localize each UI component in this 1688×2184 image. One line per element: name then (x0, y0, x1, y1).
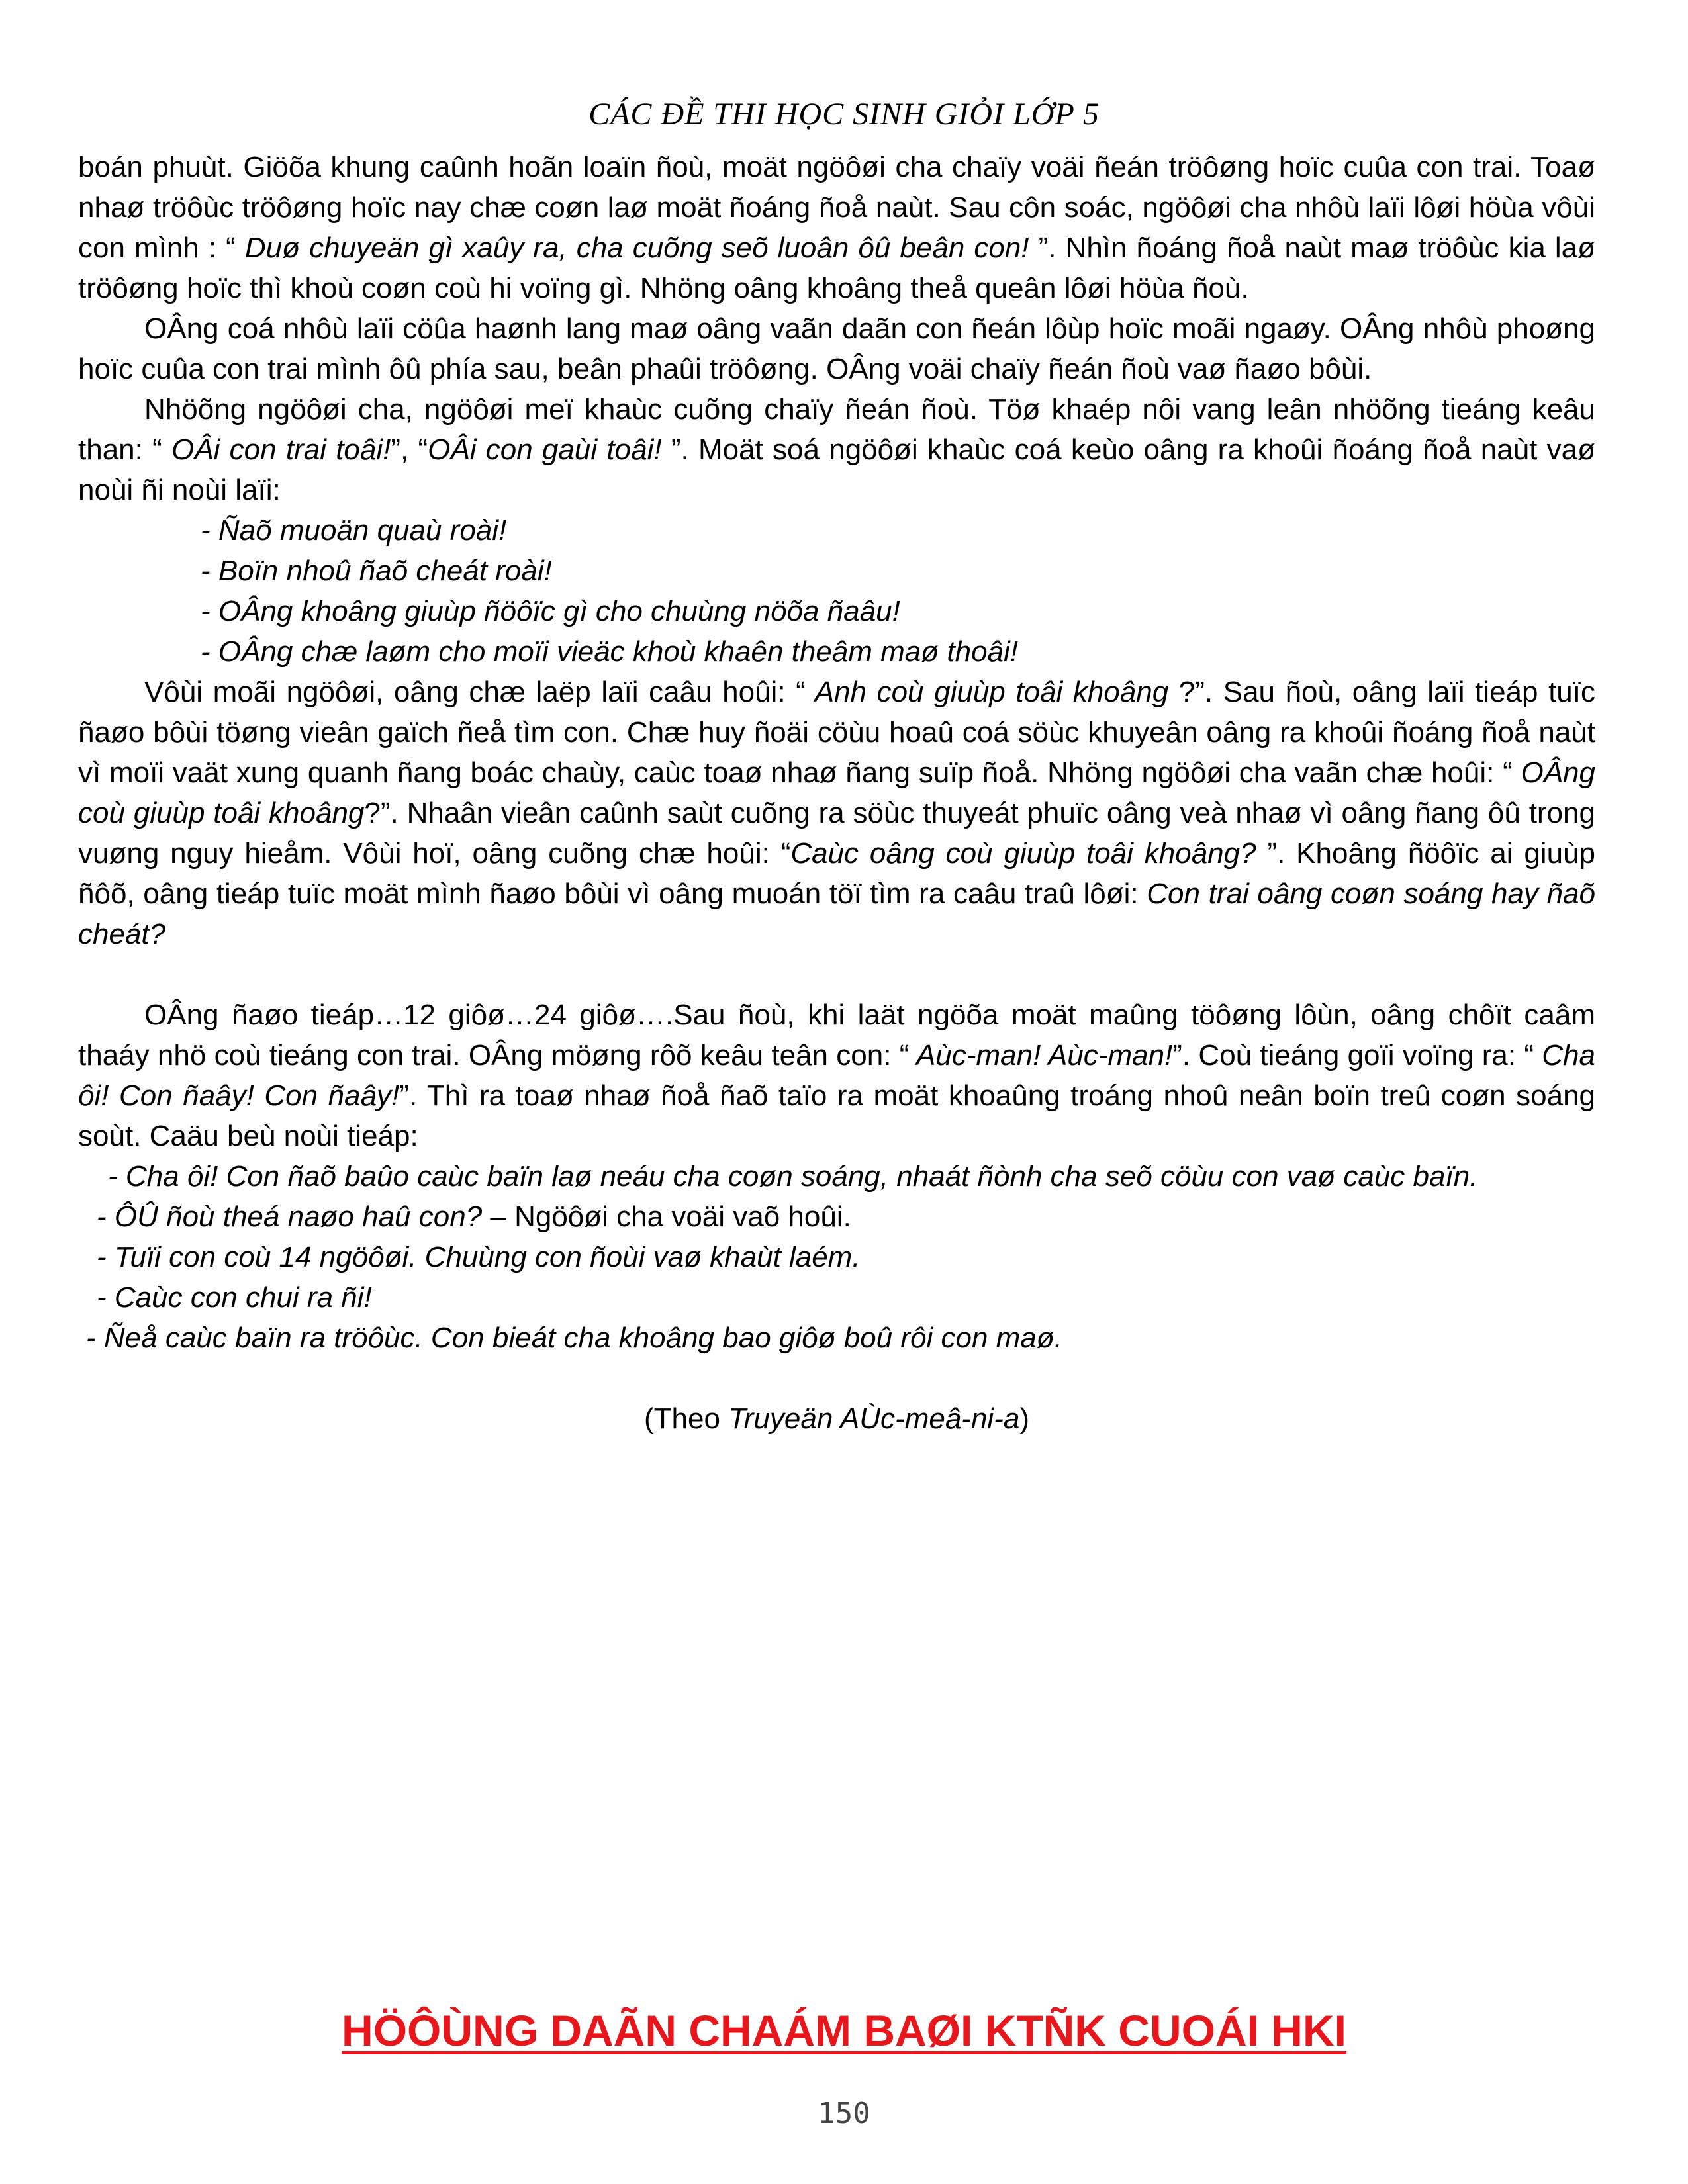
dialogue-line (78, 631, 1595, 672)
p3-text: Nhöõng ngöôøi cha, ngöôøi meï khaùc cuõng chaïy ñeán ñoù. Töø khaép nôi vang leân nhöõng tieáng keâu than: “ (78, 393, 1595, 466)
section-heading: HÖÔÙNG DAÃN CHAÁM BAØI KTÑK CUOÁI HKI (342, 2006, 1346, 2055)
p4-text-4: ”. Khoâng ñöôïc ai giuùp ñôõ, oâng tieáp tuïc moät mình ñaøo bôùi vì oâng muoán töï tìm ra caâu traû lôøi: (78, 837, 1595, 910)
paragraph-1 (78, 147, 1595, 308)
dialogue-line (78, 551, 1595, 591)
p5-text-3: ”. Thì ra toaø nhaø ñoå ñaõ taïo ra moät khoaûng troáng nhoû neân boïn treû coøn soáng soùt. Caäu beù noùi tieáp: (78, 1079, 1596, 1152)
p3-quote-son: OÂi con trai toâi! (162, 433, 391, 466)
dialogue-line (78, 591, 1595, 631)
dialogue-text: - Tuïi con coù 14 ngöôøi. Chuùng con ñoùi vaø khaùt laém. (97, 1241, 861, 1273)
dialogue-text: - Cha ôi! Con ñaõ baûo caùc baïn laø neáu cha coøn soáng, nhaát ñònh cha seõ cöùu con vaø caùc baïn. (108, 1160, 1478, 1193)
p1-text-end: ”. Nhìn ñoáng ñoå naùt maø tröôùc kia laø tröôøng hoïc thì khoù coøn coù hi voïng gì. Nhöng oâng khoâng theå queân lôøi höùa ñoù. (78, 232, 1596, 304)
p5-text: OÂng ñaøo tieáp…12 giôø…24 giôø….Sau ñoù, khi laät ngöõa moät maûng töôøng lôùn, oâng chôït caâm thaáy nhö coù tieáng con trai. OÂng möøng rôõ keâu teân con: “ (78, 999, 1595, 1071)
dialogue-line (78, 1197, 1595, 1237)
p1-text: boán phuùt. Giöõa khung caûnh hoãn loaïn ñoù, moät ngöôøi cha chaïy voäi ñeán tröôøng hoïc cuûa con trai. Toaø nhaø tröôùc tröôøng hoïc nay chæ coøn laø moät ñoáng ñoå naùt. Sau côn soác, ngöôøi cha nhôù laïi lôøi höùa vôùi con mình : “ (78, 151, 1595, 264)
page-number: 150 (818, 2097, 870, 2130)
p5-quote-name: Aùc-man! Aùc-man! (909, 1039, 1173, 1071)
p4-question: Con trai oâng coøn soáng hay ñaõ cheát? (78, 878, 1595, 950)
paragraph-5 (78, 995, 1595, 1156)
p4-quote-3: Caùc oâng coù giuùp toâi khoâng? (790, 837, 1268, 870)
p4-quote-1: Anh coù giuùp toâi khoâng (805, 676, 1179, 708)
p5-text-2: ”. Coù tieáng goïi voïng ra: “ (1172, 1039, 1534, 1071)
blank-line (78, 954, 1595, 995)
source-title: Truyeän AÙc-meâ-ni-a (728, 1402, 1020, 1435)
p5-quote-reply: Cha ôi! Con ñaây! Con ñaây! (78, 1039, 1595, 1112)
dialogue-text: - Ñaõ muoän quaù roài! (201, 514, 507, 547)
p4-text-2: ?”. Sau ñoù, oâng laïi tieáp tuïc ñaøo bôùi töøng vieân gaïch ñeå tìm con. Chæ huy ñoäi cöùu hoaû coá söùc khuyeân oâng ra khoûi ñoáng ñoå naùt vì moïi vaät xung quanh ñang boác chaùy, caùc toaø nhaø ñang suïp ñoå. Nhöng ngöôøi cha vaãn chæ hoûi: “ (78, 676, 1595, 789)
paragraph-2: OÂng coá nhôù laïi cöûa haønh lang maø oâng vaãn daãn con ñeán lôùp hoïc moãi ngaøy. OÂng nhôù phoøng hoïc cuûa con trai mình ôû phía sau, beân phaûi tröôøng. OÂng voäi chaïy ñeán ñoù vaø ñaøo bôùi. (78, 312, 1595, 385)
p3-quote-daughter: OÂi con gaùi toâi! (428, 433, 671, 466)
dialogue-text: - Boïn nhoû ñaõ cheát roài! (201, 555, 552, 587)
dialogue-line (78, 1277, 1595, 1318)
dialogue-line (78, 510, 1595, 551)
dialogue-text: - OÂng khoâng giuùp ñöôïc gì cho chuùng nöõa ñaâu! (201, 595, 900, 627)
dialogue-text: - Ñeå caùc baïn ra tröôùc. Con bieát cha khoâng bao giôø boû rôi con maø. (86, 1322, 1062, 1354)
dialogue-text: - Caùc con chui ra ñi! (97, 1281, 372, 1314)
source-suffix: ) (1019, 1402, 1029, 1435)
p4-text-3: ?”. Nhaân vieân caûnh saùt cuõng ra söùc thuyeát phuïc oâng veà nhaø vì oâng ñang ôû trong vuøng nguy hieåm. Vôùi hoï, oâng cuõng chæ hoûi: “ (78, 797, 1595, 870)
dialogue-line (78, 1318, 1595, 1358)
source-citation (78, 1398, 1595, 1439)
p1-quote: Duø chuyeän gì xaûy ra, cha cuõng seõ luoân ôû beân con! (235, 232, 1039, 264)
p4-text: Vôùi moãi ngöôøi, oâng chæ laëp laïi caâu hoûi: “ (144, 676, 806, 708)
story-text (78, 147, 1595, 1439)
dialogue-line (78, 1237, 1595, 1277)
dialogue-line (78, 1156, 1595, 1197)
dialogue-text: - OÂng chæ laøm cho moïi vieäc khoù khaên theâm maø thoâi! (201, 635, 1019, 668)
source-prefix: (Theo (644, 1402, 729, 1435)
p3-text-end: ”. Moät soá ngöôøi khaùc coá keùo oâng ra khoûi ñoáng ñoå naùt vaø noùi ñi noùi laïi: (78, 433, 1595, 506)
paragraph-4 (78, 672, 1595, 954)
dialogue-text: - ÔÛ ñoù theá naøo haû con? (97, 1201, 483, 1233)
dialogue-narration: – Ngöôøi cha voäi vaõ hoûi. (482, 1201, 851, 1233)
p4-quote-2: OÂng coù giuùp toâi khoâng (78, 756, 1595, 829)
paragraph-3 (78, 389, 1595, 510)
p3-sep: ”, “ (391, 433, 428, 466)
running-title: CÁC ĐỀ THI HỌC SINH GIỎI LỚP 5 (588, 97, 1100, 132)
